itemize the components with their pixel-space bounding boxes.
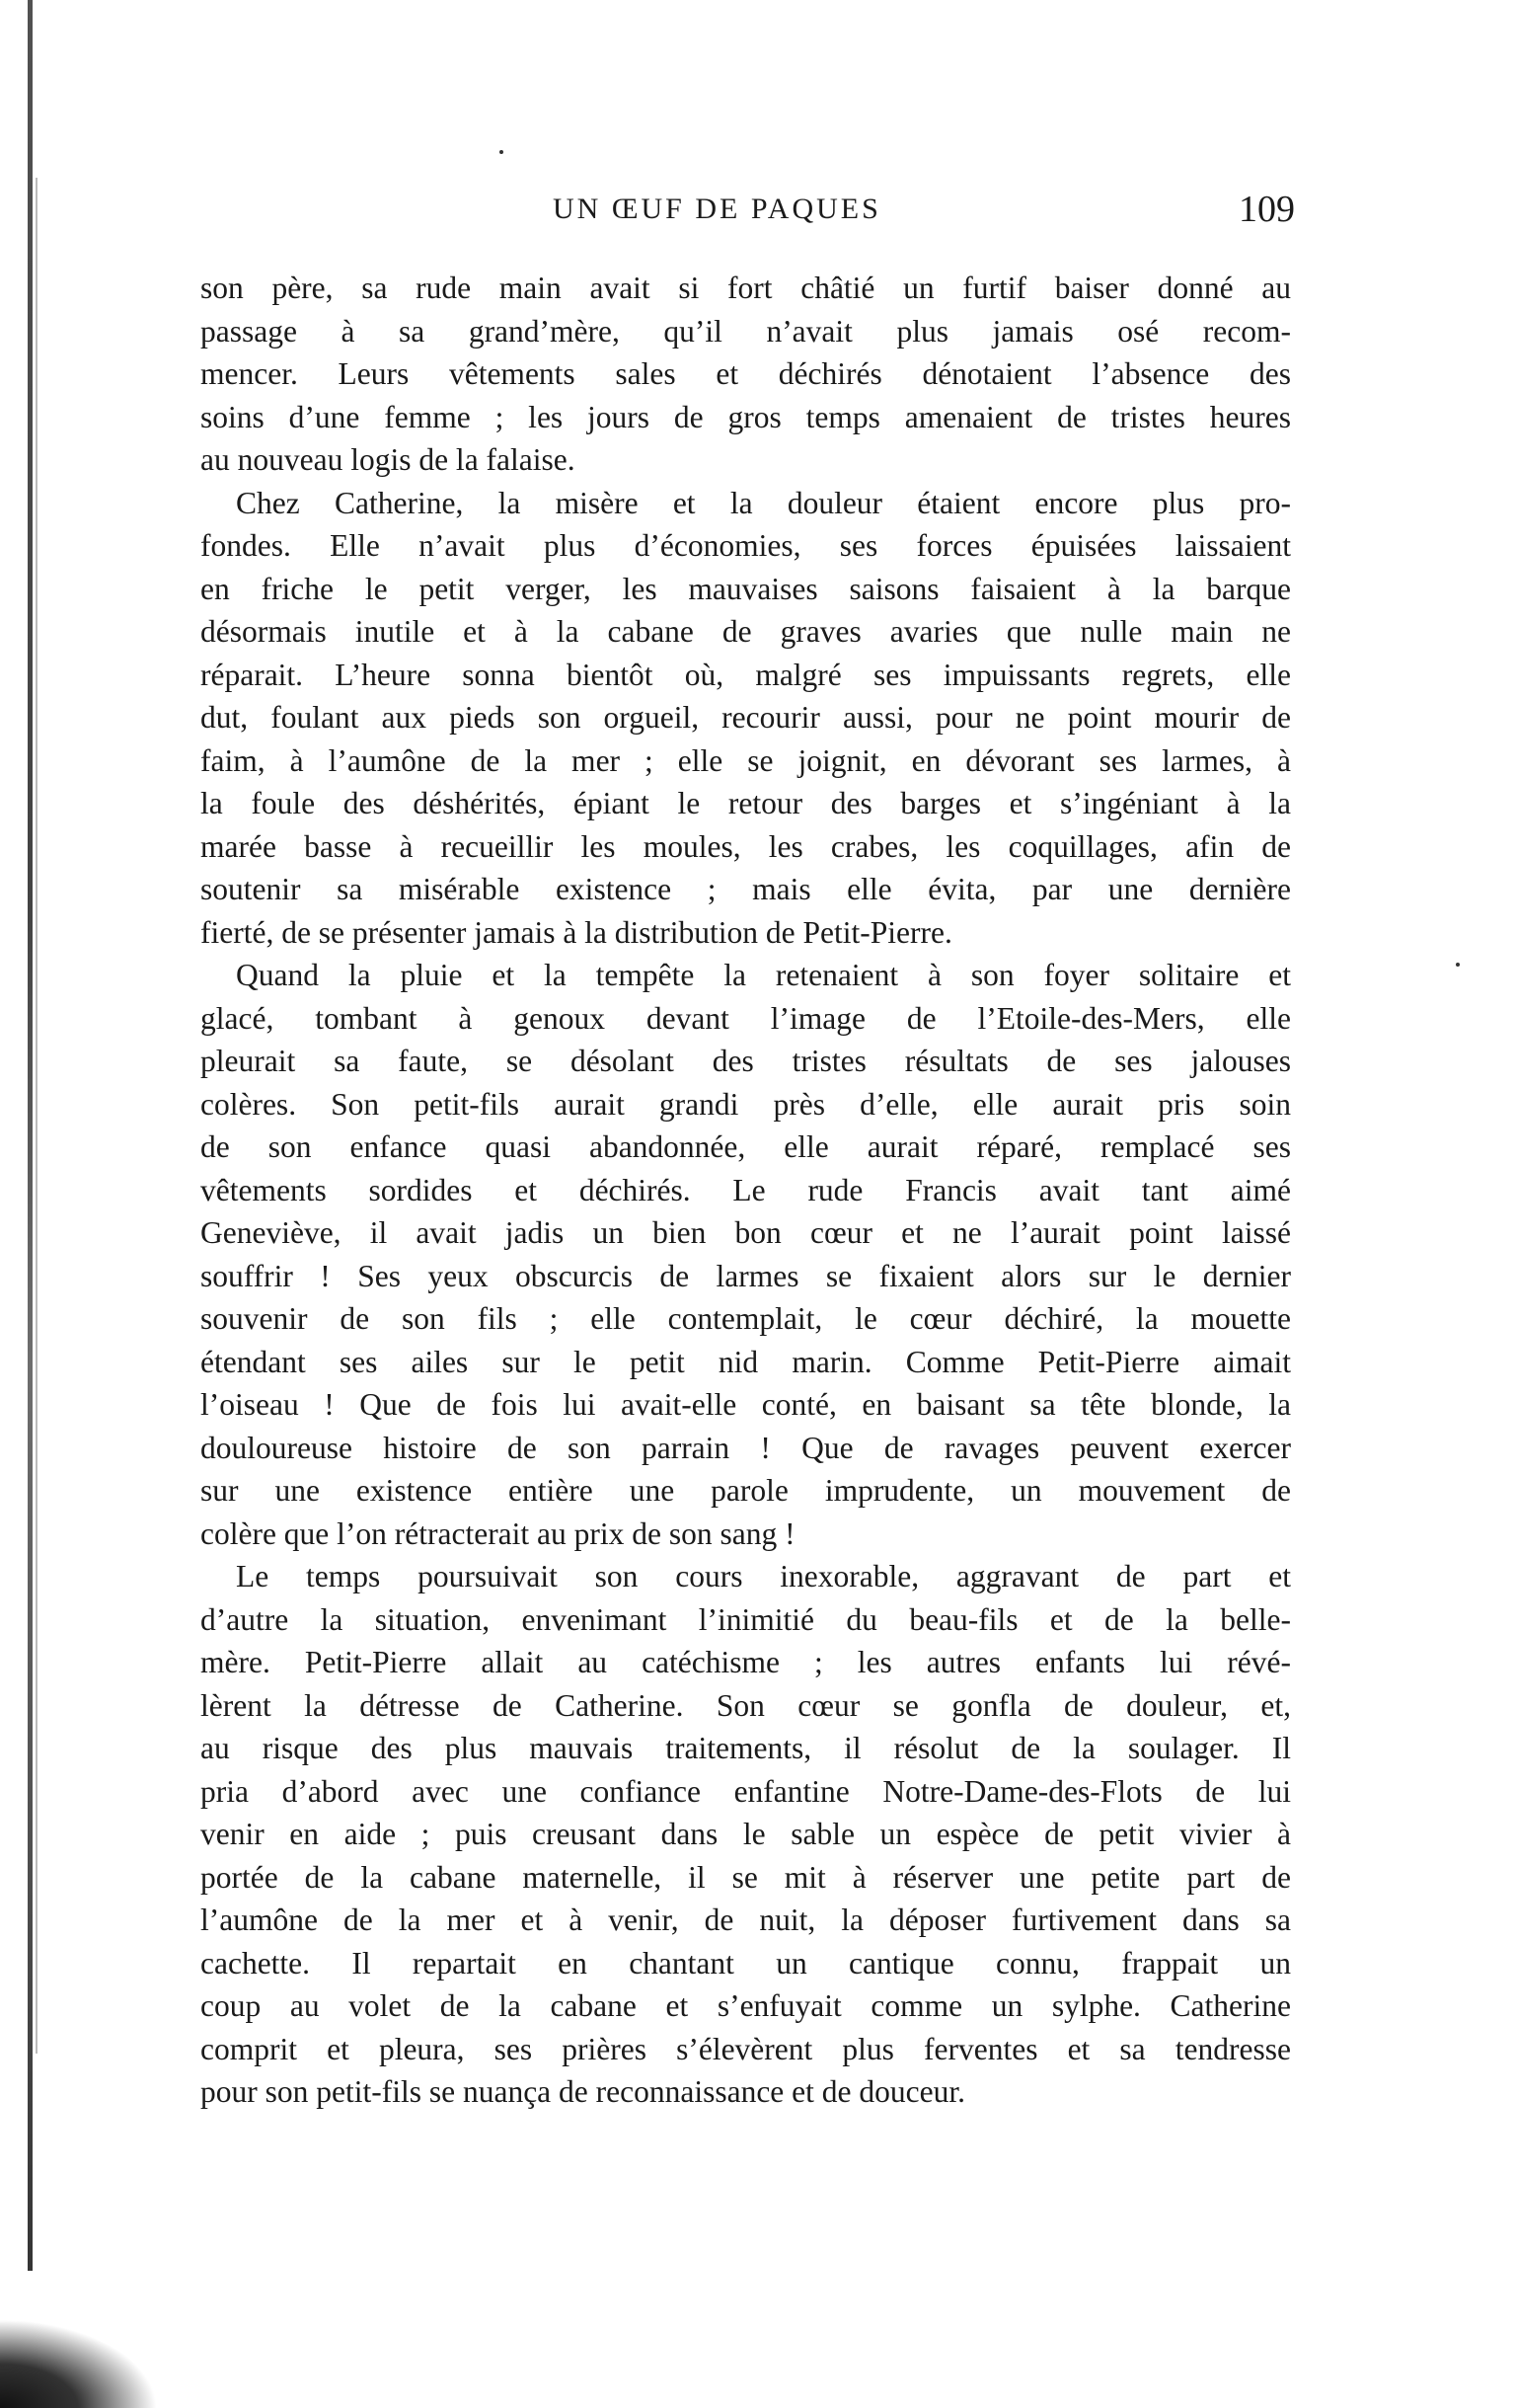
text-line: son père, sa rude main avait si fort châtié un furtif baiser donné au — [200, 271, 1291, 305]
page-corner-shadow — [0, 2319, 158, 2408]
text-line: l’aumône de la mer et à venir, de nuit, la déposer furtivement dans sa — [200, 1903, 1291, 1937]
text-line: la foule des déshérités, épiant le retour des barges et s’ingéniant à la — [200, 786, 1291, 820]
text-line: faim, à l’aumône de la mer ; elle se joignit, en dévorant ses larmes, à — [200, 742, 1291, 778]
text-line: colères. Son petit-fils aurait grandi près d’elle, elle aurait pris soin — [200, 1086, 1291, 1122]
text-line: pour son petit-fils se nuança de reconnaissance et de douceur. — [200, 2074, 965, 2109]
text-line: étendant ses ailes sur le petit nid marin. Comme Petit-Pierre aimait — [200, 1344, 1291, 1379]
text-line: d’autre la situation, envenimant l’inimitié du beau-fils et de la belle- — [200, 1601, 1291, 1637]
text-line: au nouveau logis de la falaise. — [200, 442, 575, 477]
text-line: mencer. Leurs vêtements sales et déchirés dénotaient l’absence des — [200, 356, 1291, 391]
text-line: désormais inutile et à la cabane de graves avaries que nulle main ne — [200, 614, 1291, 649]
page-number: 109 — [1239, 189, 1295, 230]
running-title: UN ŒUF DE PAQUES — [553, 193, 881, 225]
text-line: lèrent la détresse de Catherine. Son cœur se gonfla de douleur, et, — [200, 1687, 1291, 1723]
text-line: glacé, tombant à genoux devant l’image de l’Etoile-des-Mers, elle — [200, 1000, 1291, 1036]
text-line: Le temps poursuivait son cours inexorable, aggravant de part et — [236, 1559, 1291, 1593]
text-line: douloureuse histoire de son parrain ! Que de ravages peuvent exercer — [200, 1430, 1291, 1465]
text-line: en friche le petit verger, les mauvaises saisons faisaient à la barque — [200, 571, 1291, 606]
text-line: pleurait sa faute, se désolant des tristes résultats de ses jalouses — [200, 1044, 1291, 1078]
text-line: soins d’une femme ; les jours de gros temps amenaient de tristes heures — [200, 399, 1291, 434]
text-line: souvenir de son fils ; elle contemplait, le cœur déchiré, la mouette — [200, 1301, 1291, 1336]
body-text — [200, 267, 1291, 2114]
text-line: comprit et pleura, ses prières s’élevèrent plus ferventes et sa tendresse — [200, 2031, 1291, 2066]
text-line: portée de la cabane maternelle, il se mit à réserver une petite part de — [200, 1859, 1291, 1895]
text-line: Chez Catherine, la misère et la douleur étaient encore plus pro- — [236, 485, 1291, 520]
text-line: marée basse à recueillir les moules, les crabes, les coquillages, afin de — [200, 828, 1291, 864]
text-line: mère. Petit-Pierre allait au catéchisme ; les autres enfants lui révé- — [200, 1645, 1291, 1679]
text-line: pria d’abord avec une confiance enfantine Notre-Dame-des-Flots de lui — [200, 1773, 1291, 1809]
text-line: fierté, de se présenter jamais à la distribution de Petit-Pierre. — [200, 914, 952, 950]
text-line: vêtements sordides et déchirés. Le rude Francis avait tant aimé — [200, 1172, 1291, 1207]
text-line: soutenir sa misérable existence ; mais elle évita, par une dernière — [200, 872, 1291, 906]
text-line: Quand la pluie et la tempête la retenaient à son foyer solitaire et — [236, 958, 1291, 992]
text-line: sur une existence entière une parole imprudente, un mouvement de — [200, 1473, 1291, 1508]
text-line: venir en aide ; puis creusant dans le sable un espèce de petit vivier à — [200, 1817, 1291, 1851]
text-line: réparait. L’heure sonna bientôt où, malgré ses impuissants regrets, elle — [200, 657, 1291, 692]
text-line: de son enfance quasi abandonnée, elle aurait réparé, remplacé ses — [200, 1129, 1291, 1164]
text-line: passage à sa grand’mère, qu’il n’avait plus jamais osé recom- — [200, 313, 1291, 349]
text-line: Geneviève, il avait jadis un bien bon cœur et ne l’aurait point laissé — [200, 1215, 1291, 1250]
text-line: souffrir ! Ses yeux obscurcis de larmes se fixaient alors sur le dernier — [200, 1258, 1291, 1293]
text-line: l’oiseau ! Que de fois lui avait-elle conté, en baisant sa tête blonde, la — [200, 1387, 1291, 1422]
text-line: coup au volet de la cabane et s’enfuyait comme un sylphe. Catherine — [200, 1988, 1291, 2023]
text-line: colère que l’on rétracterait au prix de son sang ! — [200, 1515, 796, 1551]
dust-speck — [1456, 963, 1460, 967]
text-line: fondes. Elle n’avait plus d’économies, ses forces épuisées laissaient — [200, 528, 1291, 563]
dust-speck — [499, 150, 503, 154]
text-line: dut, foulant aux pieds son orgueil, recourir aussi, pour ne point mourir de — [200, 700, 1291, 735]
text-line: au risque des plus mauvais traitements, il résolut de la soulager. Il — [200, 1731, 1291, 1765]
binding-shadow — [36, 178, 38, 2054]
binding-edge — [28, 0, 33, 2271]
text-line: cachette. Il repartait en chantant un cantique connu, frappait un — [200, 1945, 1291, 1981]
